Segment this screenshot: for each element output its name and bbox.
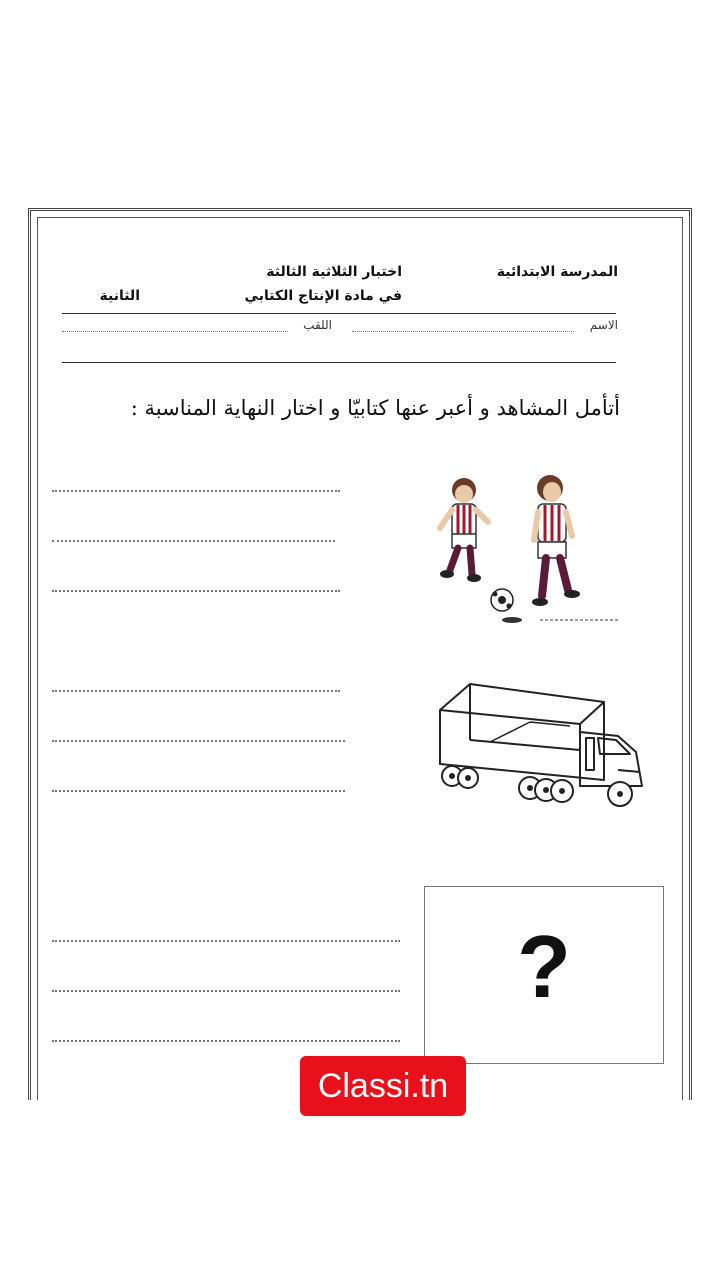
instruction-text: أتأمل المشاهد و أعبر عنها كتابيّا و اختار النهاية المناسبة : <box>130 396 620 420</box>
classi-watermark-badge: Classi.tn <box>300 1056 466 1116</box>
name-field[interactable] <box>352 331 574 332</box>
football-players-icon <box>430 470 620 630</box>
scene3-answer-line-3[interactable] <box>52 1040 400 1042</box>
scene1-answer-line-2[interactable] <box>52 540 335 542</box>
fields-divider <box>62 362 616 363</box>
surname-field[interactable] <box>62 331 288 332</box>
header-divider <box>62 313 616 314</box>
question-mark-icon: ? <box>517 917 571 1016</box>
scene3-answer-line-2[interactable] <box>52 990 400 992</box>
truck-icon <box>430 680 655 812</box>
name-label: الاسم <box>589 318 618 332</box>
grade-level: الثانية <box>99 288 140 304</box>
school-name: المدرسة الابتدائية <box>496 264 618 280</box>
exam-subject: في مادة الإنتاج الكتابي <box>244 288 402 304</box>
scene1-answer-line-1[interactable] <box>52 490 340 492</box>
exam-title: اختبار الثلاثية الثالثة <box>266 264 402 280</box>
scene2-answer-line-3[interactable] <box>52 790 345 792</box>
scene1-answer-line-3[interactable] <box>52 590 340 592</box>
scene3-answer-line-1[interactable] <box>52 940 400 942</box>
surname-label: اللقب <box>303 318 332 332</box>
question-box <box>424 886 664 1064</box>
scene2-answer-line-2[interactable] <box>52 740 345 742</box>
scene2-answer-line-1[interactable] <box>52 690 340 692</box>
